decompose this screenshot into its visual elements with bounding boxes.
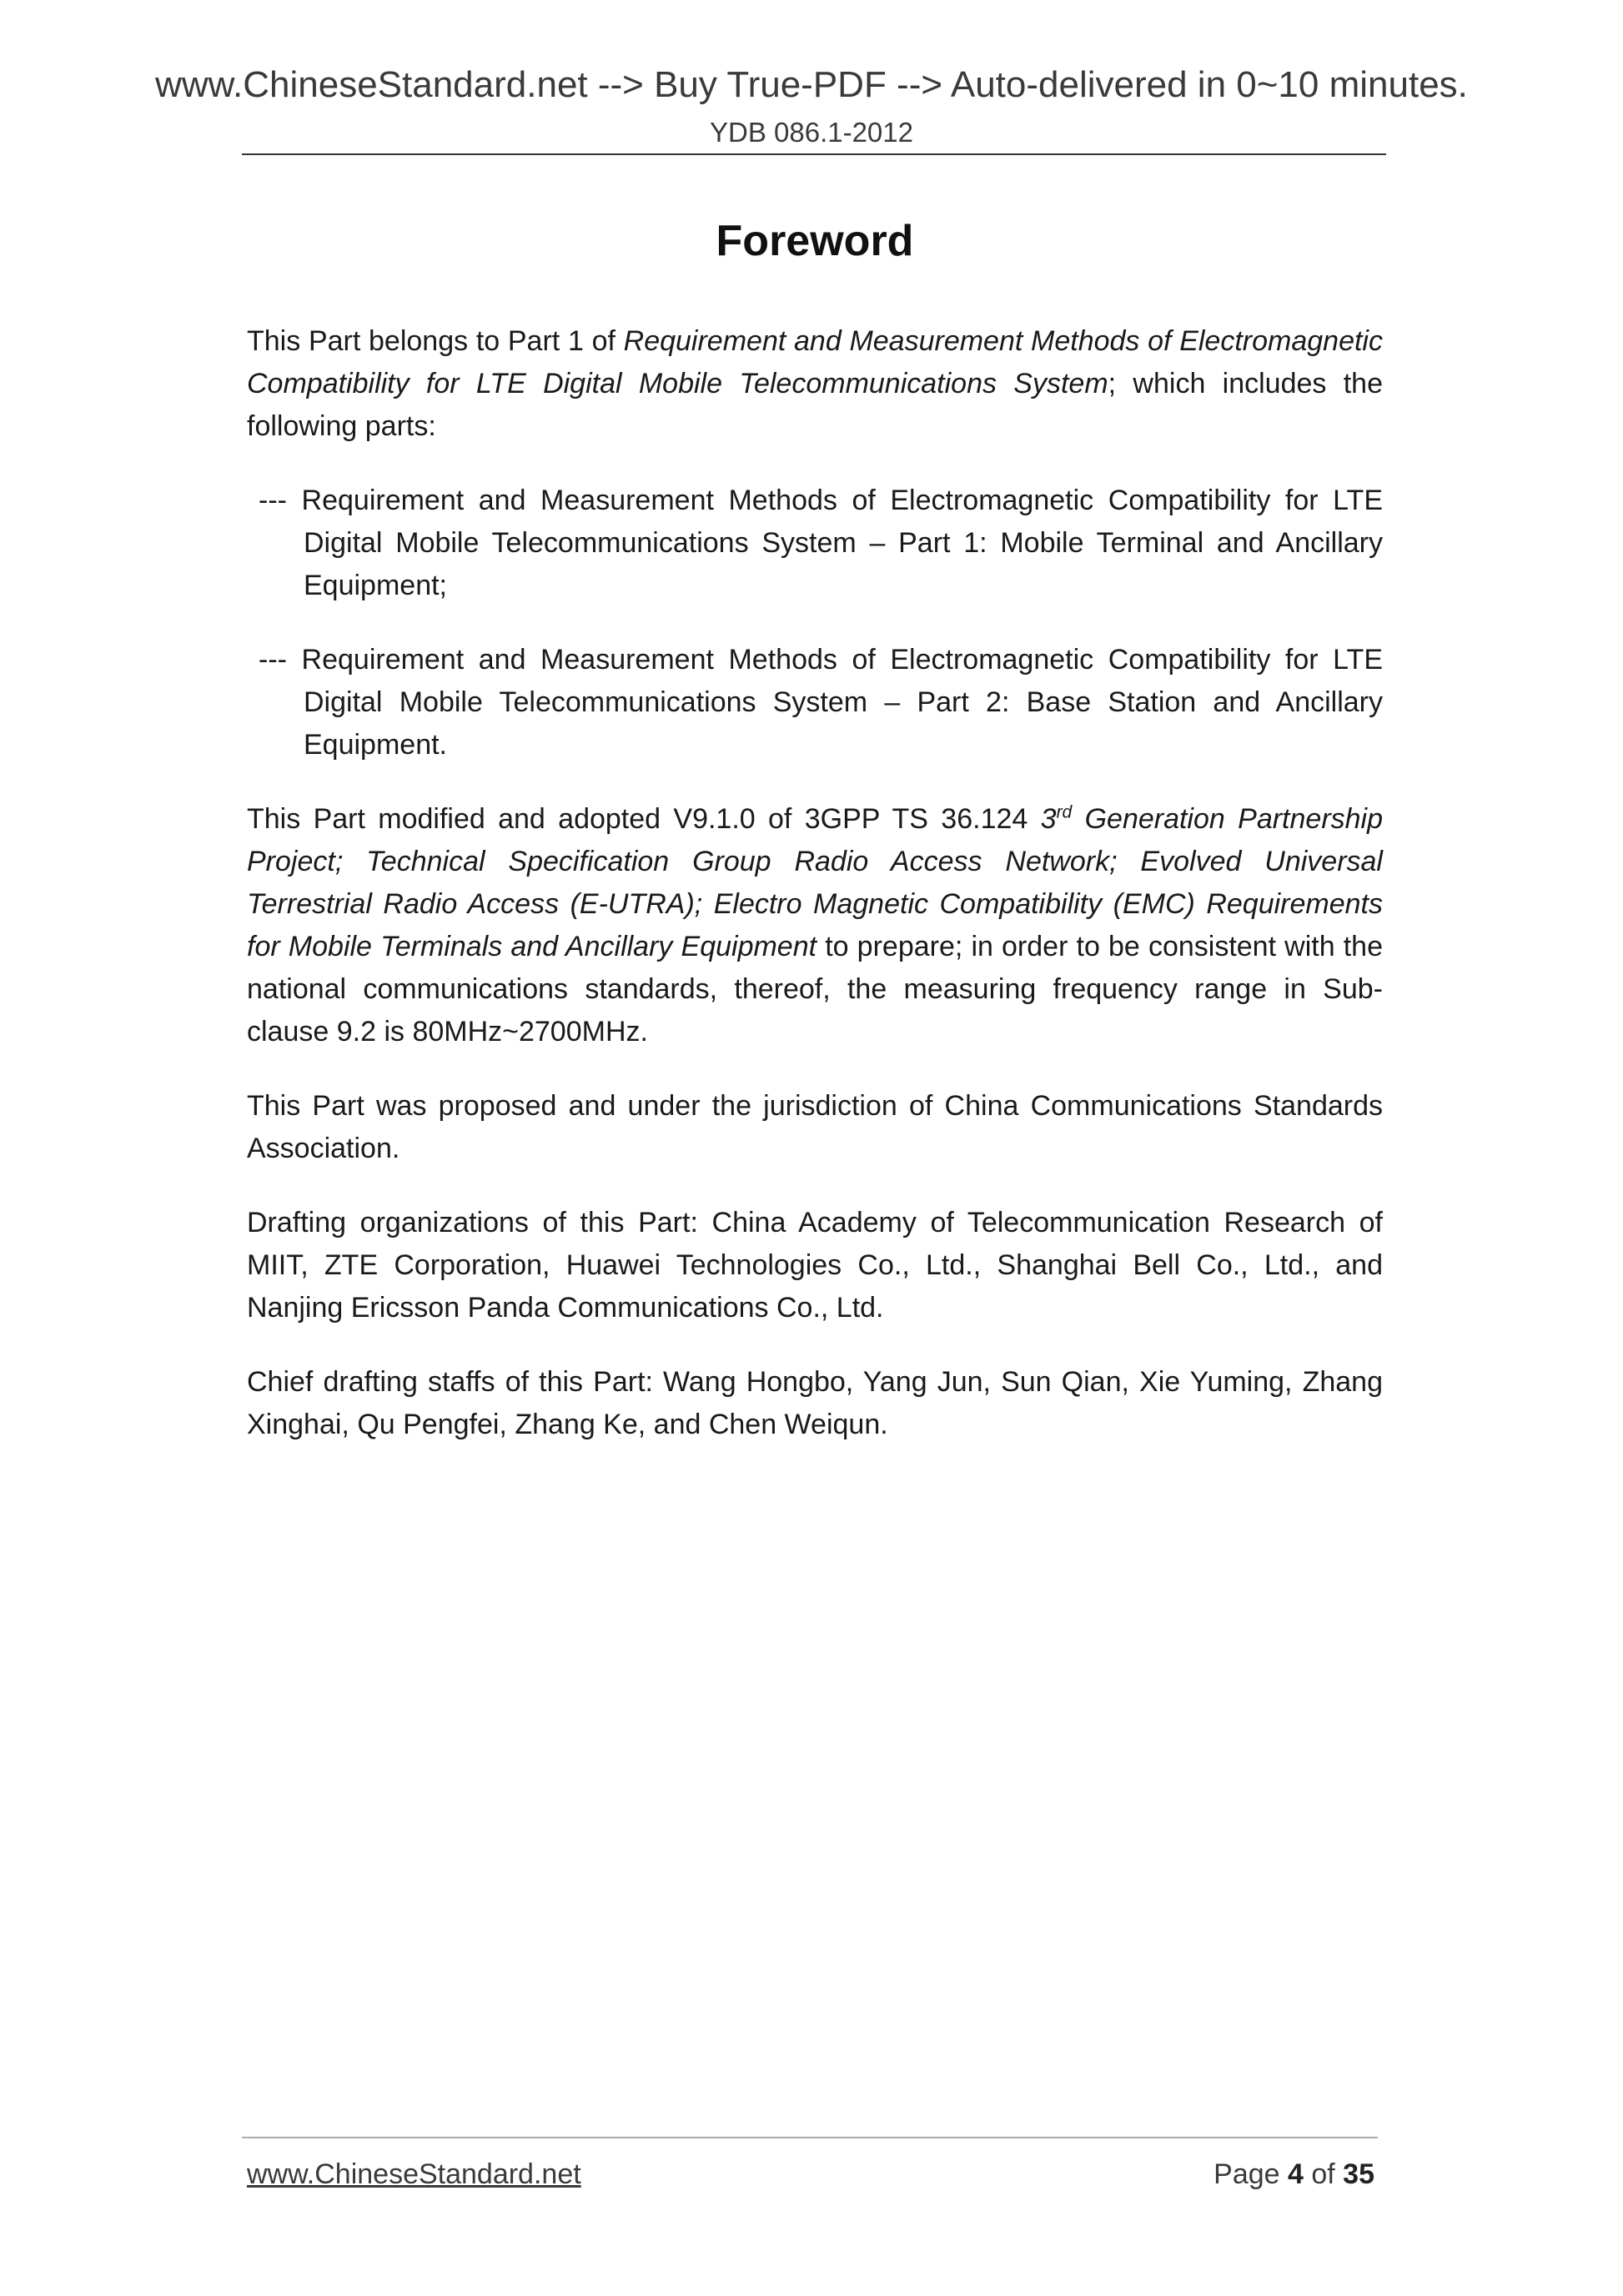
- intro-post: ; which includes the following parts:: [247, 368, 1383, 443]
- jurisdiction-paragraph: This Part was proposed and under the jurisdiction of China Communications Standards Association.: [247, 1090, 1383, 1165]
- footer-site-link[interactable]: www.ChineseStandard.net: [247, 2158, 581, 2190]
- page-of-label: of: [1303, 2158, 1344, 2190]
- page-number: [1213, 2158, 1374, 2191]
- adoption-post: to prepare; in order to be consistent with the national communications standards, thereof, the measuring frequency range in Sub-clause 9.2 is 80MHz~2700MHz.: [247, 931, 1384, 1048]
- document-id: YDB 086.1-2012: [709, 117, 913, 148]
- page-title: Foreword: [716, 217, 914, 265]
- header-banner: www.ChineseStandard.net --> Buy True-PDF --> Auto-delivered in 0~10 minutes.: [155, 64, 1468, 105]
- drafting-staff-paragraph: Chief drafting staffs of this Part: Wang Hongbo, Yang Jun, Sun Qian, Xie Yuming, Zhang Xinghai, Qu Pengfei, Zhang Ke, and Chen Weiqun.: [247, 1366, 1383, 1441]
- page-body: [247, 215, 1383, 1478]
- adoption-title-rest: Generation Partnership Project; Technical Specification Group Radio Access Network; Evolved Universal Terrestrial Radio Access (E-UTRA); Electro Magnetic Compatibility (EMC) Requirements for Mobile Terminals and Ancillary Equipment: [247, 803, 1384, 963]
- part-item-1: --- Requirement and Measurement Methods of Electromagnetic Compatibility for LTE Digital Mobile Telecommunications System – Part 1: Mobile Terminal and Ancillary Equipment;: [259, 485, 1383, 602]
- intro-paragraph: [247, 320, 1383, 448]
- page-label: Page: [1213, 2158, 1288, 2190]
- intro-pre: This Part belongs to Part 1 of: [247, 325, 624, 358]
- footer-divider: [242, 2137, 1378, 2138]
- adoption-title-num: 3: [1040, 803, 1057, 836]
- intro-title: Requirement and Measurement Methods of Electromagnetic Compatibility for LTE Digital Mobile Telecommunications System: [247, 325, 1383, 400]
- page-total: 35: [1343, 2158, 1374, 2190]
- adoption-paragraph: [247, 798, 1383, 1053]
- adoption-pre: This Part modified and adopted V9.1.0 of 3GPP TS 36.124: [247, 803, 1041, 836]
- header-divider: [242, 153, 1386, 155]
- part-item-2: --- Requirement and Measurement Methods of Electromagnetic Compatibility for LTE Digital Mobile Telecommunications System – Part 2: Base Station and Ancillary Equipment.: [259, 644, 1383, 761]
- drafting-orgs-paragraph: Drafting organizations of this Part: China Academy of Telecommunication Research of MIIT, ZTE Corporation, Huawei Technologies Co., Ltd., Shanghai Bell Co., Ltd., and Nanjing Ericsson Panda Communications Co., Ltd.: [247, 1207, 1383, 1324]
- adoption-title-sup: rd: [1056, 803, 1073, 823]
- page-current: 4: [1288, 2158, 1304, 2190]
